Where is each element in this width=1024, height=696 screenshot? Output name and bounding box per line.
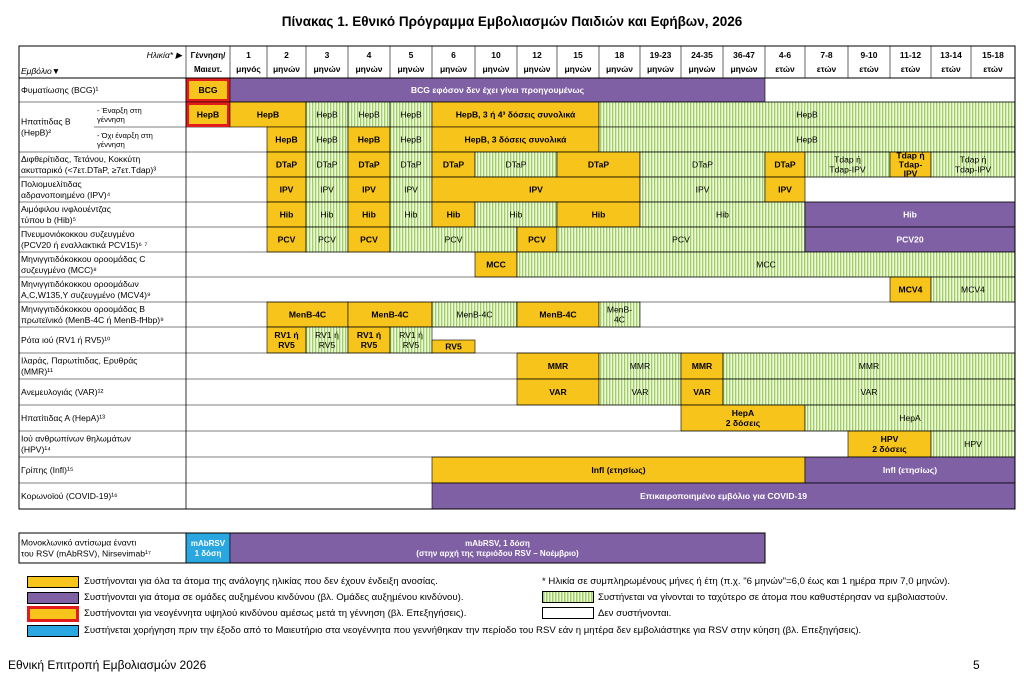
schedule-cell-label: RV5 — [402, 340, 420, 350]
schedule-cell-label: MCC — [486, 259, 506, 270]
schedule-cell-label: BCG εφόσον δεν έχει γίνει προηγουμένως — [410, 85, 585, 95]
schedule-cell-label: MenB-4C — [371, 309, 409, 320]
schedule-cell-label: Tdap ή — [834, 154, 861, 165]
header-age-col: Γέννηση/ — [190, 51, 226, 60]
header-age-unit: μηνών — [355, 64, 383, 74]
header-age-col: 15 — [573, 50, 583, 60]
schedule-cell-label: VAR — [549, 387, 567, 397]
vaccine-name: Ηπατίτιδας Α (HepA)¹³ — [21, 413, 105, 423]
schedule-cell-label: MMR — [629, 361, 651, 371]
header-age-col: 2 — [284, 50, 289, 60]
header-age-unit: ετών — [775, 64, 795, 74]
header-age-unit: μηνών — [482, 64, 510, 74]
schedule-cell-label: VAR — [860, 387, 878, 397]
vaccine-name: Κορωνοϊού (COVID-19)¹⁶ — [21, 491, 118, 501]
header-age-unit: Μαιευτ. — [193, 65, 223, 74]
footer-committee: Εθνική Επιτροπή Εμβολιασμών 2026 — [8, 658, 207, 672]
header-age-col: 36-47 — [733, 50, 755, 60]
vaccine-name: (HPV)¹⁴ — [21, 444, 51, 455]
legend-red-text: Συστήνονται για νεογέννητα υψηλού κινδύνου αμέσως μετά τη γέννηση (βλ. Επεξηγήσεις). — [84, 608, 467, 619]
schedule-cell-label: IPV — [778, 184, 792, 195]
schedule-cell-label: HepB, 3 ή 4³ δόσεις συνολικά — [455, 109, 576, 120]
schedule-cell-label: Tdap- — [898, 159, 923, 170]
schedule-cell-label: mAbRSV — [190, 539, 226, 548]
header-age-col: 6 — [451, 50, 456, 60]
header-vaccine-label: Εμβόλιο▼ — [21, 66, 61, 76]
header-age-unit: μηνών — [272, 64, 301, 74]
schedule-cell-label: RV1 ή — [399, 330, 423, 340]
schedule-cell-label: HepB — [196, 109, 220, 120]
header-age-unit: μηνών — [313, 64, 341, 74]
schedule-cell-label: MCV4 — [961, 284, 985, 295]
schedule-cell-label: PCV — [528, 234, 546, 245]
header-age-col: 13-14 — [940, 50, 962, 60]
vaccine-name: Ανεμευλογιάς (VAR)¹² — [21, 387, 104, 397]
header-age-col: 10 — [491, 50, 501, 60]
vaccine-name: συζευγμένο (MCC)⁸ — [21, 265, 97, 275]
schedule-cell-label: 1 δόση — [194, 549, 222, 558]
header-age-col: 24-35 — [691, 50, 713, 60]
vaccine-name: τύπου b (Hib)⁵ — [21, 215, 77, 225]
vaccine-name: (MMR)¹¹ — [21, 366, 53, 377]
schedule-cell-label: HepB — [316, 134, 338, 145]
schedule-cell-label: HepB, 3 δόσεις συνολικά — [464, 134, 567, 145]
schedule-cell-label: Hib — [320, 209, 334, 220]
schedule-cell-label: HepB — [316, 109, 338, 120]
header-age-unit: μηνών — [605, 64, 634, 74]
schedule-cell-label: IPV — [362, 184, 376, 195]
vaccine-name: αδρανοποιημένο (IPV)⁴ — [21, 190, 111, 200]
schedule-cell-label: HepA — [899, 413, 921, 423]
vaccine-subname: γέννηση — [97, 140, 125, 149]
header-age-col: 11-12 — [899, 50, 922, 60]
schedule-cell-label: PCV20 — [896, 234, 924, 245]
header-age-col: 3 — [324, 50, 330, 60]
schedule-cell-label: Tdap-IPV — [954, 164, 992, 175]
schedule-cell-label: RV5 — [360, 340, 378, 350]
schedule-cell-label: Hib — [279, 209, 294, 220]
schedule-cell-label: IPV — [279, 184, 294, 195]
schedule-cell-label: Hib — [404, 209, 418, 220]
schedule-cell-label: DTaP — [316, 159, 338, 170]
schedule-cell-label: (στην αρχή της περιόδου RSV – Νοέμβριο) — [416, 549, 579, 558]
schedule-cell-label: HepB — [357, 134, 381, 145]
header-age-unit: μηνών — [397, 64, 425, 74]
header-age-unit: ετών — [816, 64, 837, 74]
schedule-cell-label: VAR — [693, 387, 711, 397]
schedule-cell-label: RV1 ή — [315, 330, 339, 340]
header-age-unit: μηνών — [564, 64, 592, 74]
schedule-cell — [230, 533, 765, 563]
vaccine-name: (PCV20 ή εναλλακτικά PCV15)⁶ ⁷ — [21, 240, 148, 250]
vaccine-name: του RSV (mAbRSV), Nirsevimab¹⁷ — [21, 548, 151, 559]
schedule-cell-label: IPV — [404, 184, 418, 195]
header-age-unit: ετών — [900, 64, 921, 74]
schedule-cell-label: Hib — [903, 209, 917, 220]
schedule-cell-label: MCC — [756, 259, 776, 270]
schedule-cell-label: 2 δόσεις — [725, 418, 761, 428]
vaccine-name: Πνευμονιόκοκκου συζευγμένο — [21, 229, 135, 239]
header-age-unit: ετών — [941, 64, 961, 74]
schedule-cell-label: PCV — [672, 234, 690, 245]
schedule-cell-label: Hib — [509, 209, 523, 220]
schedule-cell-label: BCG — [198, 85, 218, 95]
schedule-cell-label: DTaP — [774, 159, 796, 170]
schedule-cell-label: RV5 — [445, 341, 462, 352]
legend-green-text: Συστήνεται να γίνονται το ταχύτερο σε άτομα που καθυστέρησαν να εμβολιαστούν. — [598, 592, 948, 603]
schedule-cell-label: IPV — [320, 184, 334, 195]
schedule-cell-label: Hib — [446, 209, 461, 220]
header-age-label: Ηλικία* ▶ — [146, 50, 182, 60]
legend-white-text: Δεν συστήνονται. — [598, 608, 672, 619]
vaccine-name: Φυματίωσης (BCG)¹ — [21, 85, 99, 95]
vaccine-name: Ρότα ιού (RV1 ή RV5)¹⁰ — [21, 335, 111, 345]
header-age-col: 1 — [246, 50, 251, 60]
schedule-cell-label: HepB — [256, 109, 280, 120]
schedule-cell-label: MCV4 — [898, 284, 923, 295]
legend-green-swatch — [542, 591, 594, 603]
schedule-cell-label: DTaP — [275, 159, 298, 170]
schedule-cell-label: Επικαιροποιημένο εμβόλιο για COVID-19 — [639, 491, 808, 501]
schedule-cell-label: Hib — [716, 209, 729, 220]
schedule-cell-label: Hib — [362, 209, 376, 220]
vaccine-subname: - Έναρξη στη — [97, 106, 142, 115]
vaccine-name: Μονοκλωνικό αντίσωμα έναντι — [21, 537, 137, 548]
header-age-unit: μηνών — [439, 64, 468, 74]
schedule-cell-label: HepB — [275, 134, 298, 145]
header-age-unit: μηνών — [688, 64, 716, 74]
schedule-cell-label: PCV — [318, 234, 336, 245]
header-age-unit: ετών — [983, 64, 1003, 74]
vaccine-name: Ιλαράς, Παρωτίτιδας, Ερυθράς — [21, 355, 138, 366]
schedule-cell-label: PCV — [360, 234, 378, 245]
schedule-cell-label: RV5 — [318, 340, 336, 350]
header-age-col: 19-23 — [649, 50, 672, 60]
schedule-cell — [186, 533, 230, 563]
schedule-cell-label: Infl (ετησίως) — [591, 465, 646, 475]
vaccine-name: Ιού ανθρωπίνων θηλωμάτων — [21, 433, 131, 444]
schedule-cell-label: HepB — [796, 109, 818, 120]
legend-white-swatch — [542, 607, 594, 619]
schedule-cell-label: DTaP — [691, 159, 714, 170]
header-age-col: 18 — [614, 50, 625, 60]
schedule-cell-label: MMR — [858, 361, 880, 371]
header-age-unit: μηνών — [523, 64, 551, 74]
header-age-col: 12 — [532, 50, 542, 60]
header-age-col: 5 — [408, 50, 414, 60]
schedule-cell-label: 4C — [614, 314, 625, 325]
header-age-unit: μηνών — [730, 64, 758, 74]
vaccine-name: πρωτεϊνικό (MenB-4C ή MenB-fHbp)⁹ — [21, 315, 164, 325]
header-age-col: 4-6 — [778, 50, 792, 60]
legend-purple-swatch — [27, 592, 79, 604]
schedule-cell-label: Infl (ετησίως) — [882, 465, 938, 475]
schedule-cell-label: HPV — [880, 434, 899, 444]
schedule-cell-label: RV1 ή — [274, 330, 299, 340]
schedule-cell-label: HepA — [731, 408, 755, 418]
vaccine-subname: - Όχι έναρξη στη — [97, 131, 153, 140]
legend-blue-text: Συστήνεται χορήγηση πριν την έξοδο από το Μαιευτήριο στα νεογέννητα που γεννήθηκαν την περίοδο του RSV εάν η μητέρα δεν εμβολιάστηκε για RSV στην κύηση (βλ. Επεξηγήσεις). — [84, 625, 862, 636]
schedule-cell-label: DTaP — [400, 159, 422, 170]
vaccine-name: Αιμόφιλου ινφλουέντζας — [21, 204, 111, 214]
schedule-cell-label: RV5 — [278, 340, 295, 350]
page-number: 5 — [973, 658, 980, 672]
schedule-cell-label: Hib — [591, 209, 606, 220]
schedule-cell-label: IPV — [903, 168, 918, 179]
schedule-cell-label: Tdap ή — [896, 150, 925, 161]
header-age-unit: μηνών — [646, 64, 675, 74]
header-age-col: 4 — [366, 50, 372, 60]
vaccine-subname: γέννηση — [97, 115, 125, 124]
vaccine-name: A,C,W135,Y συζευγμένο (MCV4)⁹ — [21, 290, 151, 300]
vaccine-name: Μηνιγγιτιδόκοκκου οροομάδας Β — [21, 304, 146, 314]
schedule-cell-label: 2 δόσεις — [872, 444, 907, 454]
legend-blue-swatch — [27, 625, 79, 637]
schedule-cell-label: RV1 ή — [356, 330, 382, 340]
schedule-cell-label: MenB-4C — [456, 309, 493, 320]
header-age-col: 9-10 — [860, 50, 878, 60]
schedule-cell-label: Tdap ή — [959, 154, 987, 165]
legend-age-note: * Ηλικία σε συμπληρωμένους μήνες ή έτη (π.χ. "6 μηνών"=6,0 έως και 1 ημέρα πριν 7,0 μηνών). — [542, 576, 951, 587]
vaccine-name: Πολιομυελίτιδας — [21, 179, 82, 189]
schedule-cell-label: MenB-4C — [288, 309, 327, 320]
vaccine-name: Διφθερίτιδας, Τετάνου, Κοκκύτη — [21, 154, 141, 164]
schedule-cell-label: IPV — [529, 184, 543, 195]
schedule-cell-label: HPV — [964, 439, 982, 449]
schedule-cell-label: HepB — [400, 134, 422, 145]
schedule-cell-label: DTaP — [587, 159, 610, 170]
header-age-col: 7-8 — [820, 50, 833, 60]
legend-yellow-text: Συστήνονται για όλα τα άτομα της ανάλογης ηλικίας που δεν έχουν ένδειξη ανοσίας. — [84, 576, 438, 587]
vaccine-name: Γρίπης (Infl)¹⁵ — [21, 465, 74, 475]
schedule-cell-label: HepB — [796, 134, 818, 145]
vaccine-name: Μηνιγγιτιδόκοκκου οροομάδων — [21, 279, 139, 289]
vaccine-name: Μηνιγγιτιδόκοκκου οροομάδας C — [21, 254, 146, 264]
schedule-cell-label: MenB-4C — [539, 309, 577, 320]
schedule-cell-label: VAR — [631, 387, 649, 397]
schedule-cell-label: PCV — [277, 234, 296, 245]
schedule-cell-label: HepB — [400, 109, 422, 120]
schedule-cell-label: IPV — [695, 184, 710, 195]
schedule-cell-label: DTaP — [442, 159, 465, 170]
schedule-cell-label: DTaP — [358, 159, 380, 170]
vaccine-name: ακυτταρικό (<7ετ.DTaP, ≥7ετ.Tdap)³ — [21, 165, 157, 175]
schedule-cell-label: Tdap-IPV — [829, 164, 866, 175]
schedule-cell-label: MenB- — [606, 304, 633, 315]
header-age-unit: ετών — [859, 64, 879, 74]
schedule-cell-label: MMR — [547, 361, 569, 371]
page-title: Πίνακας 1. Εθνικό Πρόγραμμα Εμβολιασμών Παιδιών και Εφήβων, 2026 — [281, 14, 743, 29]
schedule-cell-label: MMR — [691, 361, 713, 371]
schedule-cell-label: DTaP — [505, 159, 527, 170]
vaccine-name: Ηπατίτιδας Β — [21, 116, 71, 127]
header-age-unit: μηνός — [236, 64, 261, 74]
vaccine-name: (HepB)² — [21, 127, 52, 138]
legend-yellow-swatch — [27, 576, 79, 588]
schedule-cell-label: HepB — [358, 109, 380, 120]
header-age-col: 15-18 — [982, 50, 1004, 60]
legend-red-swatch — [27, 606, 79, 622]
schedule-cell-label: PCV — [444, 234, 463, 245]
legend-purple-text: Συστήνονται για άτομα σε ομάδες αυξημένου κινδύνου (βλ. Ομάδες αυξημένου κινδύνου). — [84, 592, 464, 603]
schedule-cell-label: mAbRSV, 1 δόση — [465, 539, 530, 548]
